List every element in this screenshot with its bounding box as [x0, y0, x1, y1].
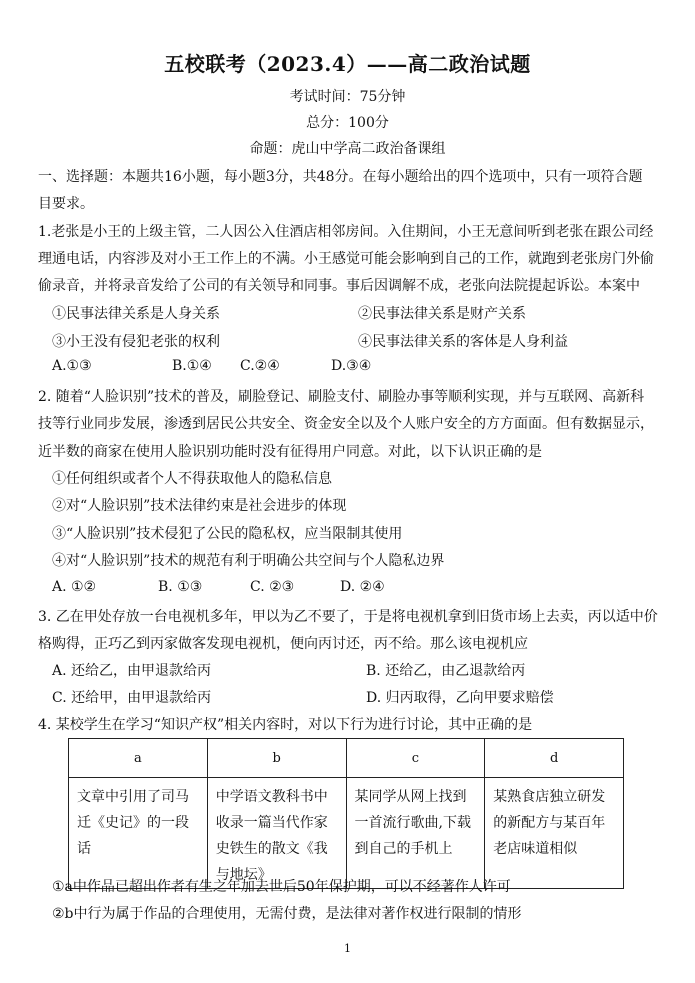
q1-statement: ①民事法律关系是人身关系: [52, 306, 220, 322]
exam-time: 考试时间：75分钟: [289, 89, 406, 105]
table-header-cell: d: [485, 739, 624, 778]
page-number: 1: [344, 942, 351, 955]
q2-option-b: B. ①③: [158, 579, 203, 595]
section-heading-cont: 目要求。: [38, 196, 94, 212]
q2-option-c: C. ②③: [250, 579, 295, 595]
q4-statement: ①a中作品已超出作者有生之年加去世后50年保护期，可以不经著作人许可: [52, 879, 511, 895]
table-cell: 某熟食店独立研发的新配方与某百年老店味道相似: [485, 778, 624, 889]
q1-stem-line: 理通电话，内容涉及对小王工作上的不满。小王感觉可能会影响到自己的工作，就跑到老张房门外偷: [38, 251, 654, 267]
q2-option-d: D. ②④: [340, 579, 385, 595]
q1-option-c: C.②④: [240, 358, 280, 374]
q1-option-a: A.①③: [52, 358, 92, 374]
q2-statement: ①任何组织或者个人不得获取他人的隐私信息: [52, 471, 332, 487]
q2-stem-line: 技等行业同步发展，渗透到居民公共安全、资金安全以及个人账户安全的方方面面。但有数据显示，: [38, 416, 654, 432]
q3-option-c: C. 还给甲，由甲退款给丙: [52, 690, 212, 706]
q1-stem-line: 偷录音，并将录音发给了公司的有关领导和同事。事后因调解不成，老张向法院提起诉讼。本案中: [38, 278, 640, 294]
q2-stem-line: 近半数的商家在使用人脸识别功能时没有征得用户同意。对此，以下认识正确的是: [38, 444, 542, 460]
table-row: [69, 778, 624, 889]
q2-statement: ④对“人脸识别”技术的规范有利于明确公共空间与个人隐私边界: [52, 553, 445, 569]
table-header-cell: b: [207, 739, 346, 778]
q1-option-b: B.①④: [172, 358, 212, 374]
q1-option-d: D.③④: [331, 358, 372, 374]
q1-statement: ②民事法律关系是财产关系: [358, 306, 526, 322]
q3-option-d: D. 归丙取得，乙向甲要求赔偿: [366, 690, 554, 706]
table-header-cell: c: [346, 739, 485, 778]
q3-option-a: A. 还给乙，由甲退款给丙: [52, 663, 212, 679]
page-title: 五校联考（2023.4）——高二政治试题: [164, 52, 531, 76]
table-cell: 中学语文教科书中收录一篇当代作家史铁生的散文《我与地坛》: [207, 778, 346, 889]
table-header-cell: a: [69, 739, 208, 778]
table-header-row: [69, 739, 624, 778]
q3-option-b: B. 还给乙，由乙退款给丙: [366, 663, 526, 679]
q2-statement: ②对“人脸识别”技术法律约束是社会进步的体现: [52, 498, 347, 514]
q4-stem: 4. 某校学生在学习“知识产权”相关内容时，对以下行为进行讨论，其中正确的是: [38, 717, 533, 733]
table-cell: 某同学从网上找到一首流行歌曲,下载到自己的手机上: [346, 778, 485, 889]
q1-statement: ④民事法律关系的客体是人身利益: [358, 334, 568, 350]
q4-statement: ②b中行为属于作品的合理使用，无需付费，是法律对著作权进行限制的情形: [52, 906, 522, 922]
q3-stem-line: 3. 乙在甲处存放一台电视机多年，甲以为乙不要了，于是将电视机拿到旧货市场上去卖，丙以适中价: [38, 609, 658, 625]
section-heading: 一、选择题：本题共16小题，每小题3分，共48分。在每小题给出的四个选项中，只有一项符合题: [38, 169, 643, 185]
table-cell: 文章中引用了司马迁《史记》的一段话: [69, 778, 208, 889]
q2-stem-line: 2. 随着“人脸识别”技术的普及，刷脸登记、刷脸支付、刷脸办事等顺利实现，并与互联网、高新科: [38, 389, 645, 405]
q2-option-a: A. ①②: [52, 579, 97, 595]
q1-statement: ③小王没有侵犯老张的权利: [52, 334, 220, 350]
total-score: 总分：100分: [306, 115, 389, 131]
q3-stem-line: 格购得，正巧乙到丙家做客发现电视机，便向丙讨还，丙不给。那么该电视机应: [38, 636, 528, 652]
author-line: 命题：虎山中学高二政治备课组: [249, 141, 446, 157]
q2-statement: ③“人脸识别”技术侵犯了公民的隐私权，应当限制其使用: [52, 526, 403, 542]
q1-stem-line: 1.老张是小王的上级主管，二人因公入住酒店相邻房间。入住期间，小王无意间听到老张在跟公司经: [38, 224, 654, 240]
q4-table: [68, 738, 624, 889]
